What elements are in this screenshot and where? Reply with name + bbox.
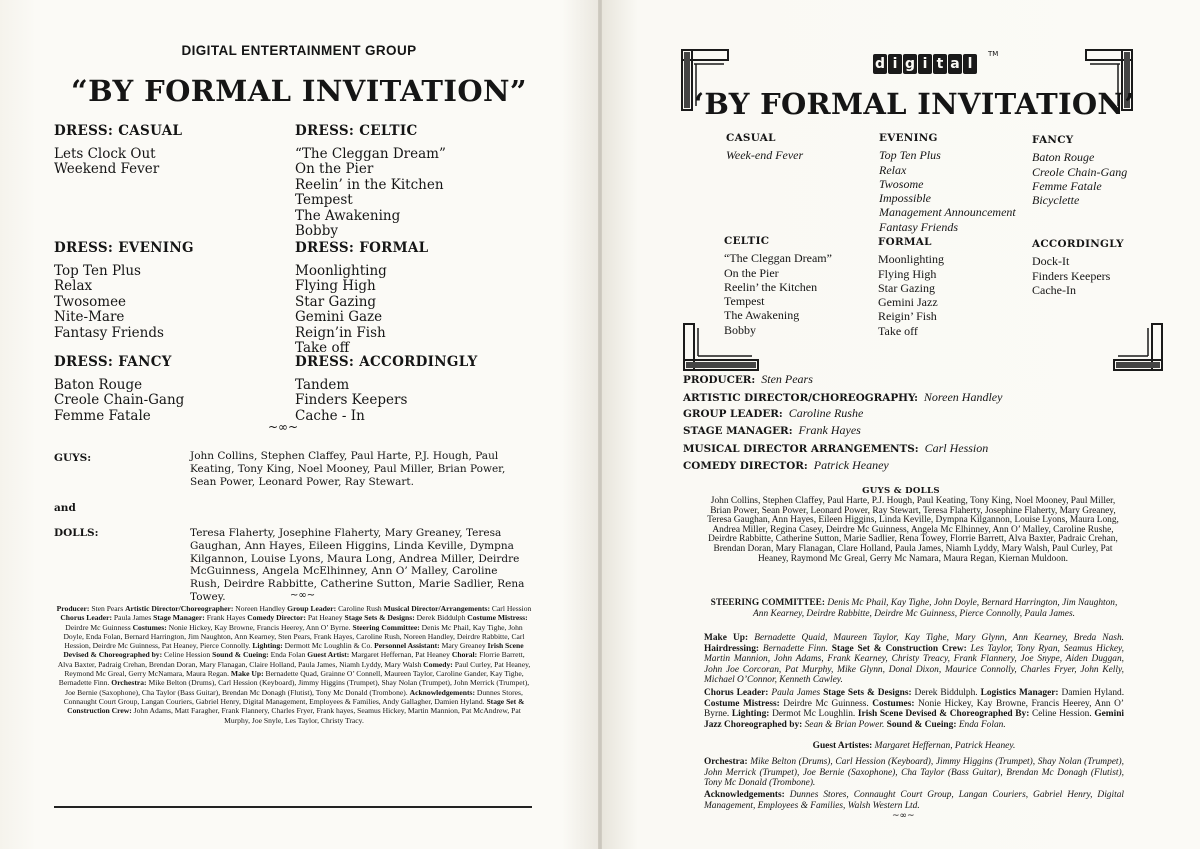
credit-label: PRODUCER: xyxy=(683,374,756,386)
list-item: Weekend Fever xyxy=(54,161,160,177)
credit-value: Mary Greaney xyxy=(441,641,488,651)
section-items xyxy=(295,147,446,240)
credit-label: Lighting: xyxy=(731,709,770,720)
column-heading: CELTIC xyxy=(724,235,770,247)
list-item: Baton Rouge xyxy=(54,376,143,393)
logo-letter: l xyxy=(963,54,977,74)
credit-artistic-director xyxy=(683,390,1002,405)
credit-label: Stage Sets & Designs: xyxy=(344,613,417,623)
credit-value: Dunnes Stores, Connaught Court Group, Langan Couriers, Gabriel Henry, Digital Management, Employees & Families, Andy Gallagher, Damien Hyland. xyxy=(63,687,523,706)
list-item: Bobby xyxy=(295,223,338,239)
logo-letter: t xyxy=(933,54,947,74)
section-items xyxy=(295,378,478,425)
list-item: “The Cleggan Dream” xyxy=(295,145,446,162)
credit-value: Paul Curley, Pat Heaney, Reymond Mc Greal, Gerry McNamara, Maura Regan. xyxy=(64,659,531,679)
credit-value: Celine Hession xyxy=(164,650,213,660)
credit-label: Irish Scene Devised & Choreographed by: xyxy=(63,641,524,660)
list-item: Nite-Mare xyxy=(54,309,125,325)
list-item: Relax xyxy=(54,278,93,294)
credit-label: Stage Sets & Designs: xyxy=(823,688,912,698)
credit-value: Caroline Rushe xyxy=(788,406,864,420)
credit-value: Bernadette Quad, Grainne O’ Connell, Maureen Taylor, Caroline Gander, Kay Tighe, Bernadette Finn. xyxy=(58,669,524,688)
dress-formal-section xyxy=(295,241,428,357)
section-heading: DRESS: FORMAL xyxy=(295,240,429,256)
list-item: Cache-In xyxy=(1032,282,1076,297)
list-item: Star Gazing xyxy=(878,280,935,295)
list-item: Fantasy Friends xyxy=(879,219,958,234)
credit-label: STEERING COMMITTEE: xyxy=(710,598,825,608)
column-heading: EVENING xyxy=(879,132,938,144)
credit-label: Logistics Manager: xyxy=(980,688,1059,698)
credit-stage-manager xyxy=(683,423,861,438)
credit-label: Acknowledgements: xyxy=(409,687,477,697)
section-heading: DRESS: CASUAL xyxy=(54,123,183,139)
list-item: Tempest xyxy=(295,192,353,208)
section-heading: DRESS: CELTIC xyxy=(295,123,418,139)
acknowledgements xyxy=(704,790,1124,811)
credit-label: Producer: xyxy=(56,604,92,613)
list-item: Take off xyxy=(295,340,350,356)
credit-value: Nonie Hickey, Kay Browne, Francis Heerey, Ann O’ Byrne. xyxy=(168,622,353,632)
credit-value: Sten Pears xyxy=(91,604,126,613)
guys-dolls-names: John Collins, Stephen Claffey, Paul Harte, P.J. Hough, Paul Keating, Tony King, Noel Mooney, Paul Miller, Brian Power, Sean Power, Leonard Power, Ray Stewart, Teresa Flaherty, Josephine Flaherty, Mary Greaney, Teresa Gaughan, Ann Hayes, Eileen Higgins, Linda Keville, Dympna Kilgannon, Louise Lyons, Maura Long, Andrea Miller, Regina Casey, Deirdre Mc Guinness, Angela Mc Elhinney, Ann O’ Malley, Caroline Rushe, Deirdre Rabbitte, Catherine Sutton, Marie Sadlier, Rena Towey, Florrie Barrett, Alva Baxter, Padraic Crehan, Brendan Doran, Mary Flanagan, Clare Holland, Paula James, Niamh Lyddy, Mary Walsh, Paul Curley, Pat Heaney, Raymond Mc Greal, Gerry Mc Namara, Maura Regan, Kiernan Muldoon. xyxy=(707,496,1119,564)
dress-fancy-section xyxy=(54,355,184,424)
group-name: DIGITAL ENTERTAINMENT GROUP xyxy=(181,43,417,58)
section-heading: DRESS: FANCY xyxy=(54,354,172,370)
credit-value: Margaret Heffernan, Patrick Heaney. xyxy=(874,741,1016,751)
credit-label: Orchestra: xyxy=(111,678,149,688)
list-item: Gemini Gaze xyxy=(295,309,383,325)
celtic-column xyxy=(724,234,832,337)
credit-value: Dunnes Stores, Connaught Court Group, Langan Couriers, Gabriel Henry, Digital Management, Employees & Families, Walsh Western Ltd. xyxy=(704,790,1124,811)
credit-label: Stage Set & Construction Crew: xyxy=(67,696,525,716)
credit-value: Les Taylor, Tony Ryan, Seamus Hickey, Martin Mannion, John Adams, Frank Kearney, Christy Treacy, Frank Flannery, Joe Snype, Aiden Duggan, John Joe Corcoran, Pat Murphy, Mike Glynn, Donal Dixon, Maurice Connolly, Charles Fryer, John Kelly, Michael O’Connor, Kenneth Cawley. xyxy=(704,643,1125,686)
section-items xyxy=(54,264,194,342)
credit-value: Noreen Handley xyxy=(235,604,288,613)
accordingly-column xyxy=(1032,237,1124,297)
credit-value: Deirdre Mc Guinness. xyxy=(783,698,869,709)
list-item: Top Ten Plus xyxy=(879,148,941,163)
credit-label: Group Leader: xyxy=(287,604,339,613)
list-item: Take off xyxy=(878,323,918,338)
credit-value: Noreen Handley xyxy=(923,390,1003,404)
credit-label: Acknowledgements: xyxy=(704,790,785,800)
credit-value: Carl Hession xyxy=(491,604,532,613)
credit-label: Chorus Leader: xyxy=(704,688,769,698)
list-item: Twosomee xyxy=(54,293,127,310)
steering-committee xyxy=(704,598,1124,619)
dress-casual-section xyxy=(54,124,182,178)
credit-label: Comedy Director: xyxy=(247,613,308,623)
list-item: Reign’in Fish xyxy=(295,324,386,341)
credit-value: Enda Folan xyxy=(270,650,308,660)
credit-value: Denis Mc Phail, Kay Tighe, John Doyle, Enda Folan, Bernard Harrington, Jim Naughton, Ann Kearney, Sten Pears, Frank Hayes, Caroline Rush, Noreen Handley, Deirdre Rabbitte, Carl Hession, Deirdre Mc Guinness, Pat Heaney, Pierce Connolly. xyxy=(63,622,525,651)
credit-label: Sound & Cueing: xyxy=(212,650,271,660)
show-title: ‘BY FORMAL INVITATION’ xyxy=(694,87,1135,121)
credit-value: Enda Folan. xyxy=(958,719,1006,730)
credit-label: GROUP LEADER: xyxy=(683,408,783,420)
list-item: “The Cleggan Dream” xyxy=(724,251,832,266)
credit-value: Celine Hession. xyxy=(1031,709,1092,720)
credit-value: Carl Hession xyxy=(924,441,989,455)
credit-label: Stage Set & Construction Crew: xyxy=(831,643,967,654)
credit-value: Deirdre Mc Guinness xyxy=(65,622,133,632)
list-item: On the Pier xyxy=(295,161,374,177)
credit-label: Steering Committee: xyxy=(352,622,422,632)
column-heading: FANCY xyxy=(1032,134,1074,146)
list-item: Finders Keepers xyxy=(295,392,408,408)
credit-value: John Adams, Matt Faragher, Frank Flannery, Charles Fryer, Frank hayes, Seamus Hickey, Martin Mannion, Pat McAndrew, Pat Murphy, Joe Snyle, Les Taylor, Christy Tracy. xyxy=(133,706,521,725)
list-item: The Awakening xyxy=(295,207,401,224)
art-deco-corner-bottom-right-icon xyxy=(1110,318,1166,374)
list-item: Impossible xyxy=(879,191,931,206)
dolls-names: Teresa Flaherty, Josephine Flaherty, Mary Greaney, Teresa Gaughan, Ann Hayes, Eileen Higgins, Linda Keville, Dympna Kilgannon, Louise Lyons, Maura Long, Andrea Miller, Deirdre McGuinness, Angela McElhinney, Ann O’ Malley, Caroline Rush, Deirdre Rabbitte, Catherine Sutton, Marie Sadlier, Rena Towey. xyxy=(190,527,525,603)
list-item: The Awakening xyxy=(724,308,800,323)
credit-value: Dermott Mc Loughlin & Co. xyxy=(284,641,375,651)
list-item: Baton Rouge xyxy=(1032,150,1095,165)
credit-label: Sound & Cueing: xyxy=(886,719,957,730)
credit-label: Personnel Assistant: xyxy=(374,641,442,651)
credit-label: Costumes: xyxy=(872,698,915,709)
divider-ornament: ~∞~ xyxy=(892,811,915,821)
credit-label: Guest Artistes: xyxy=(812,741,873,751)
right-page xyxy=(602,0,1200,849)
list-item: Week-end Fever xyxy=(726,148,804,163)
column-items xyxy=(879,148,1016,234)
credit-value: Patrick Heaney xyxy=(813,458,889,472)
show-title: “BY FORMAL INVITATION” xyxy=(71,74,527,108)
credit-label: Artistic Director/Choreographer: xyxy=(125,604,236,613)
credit-label: Stage Manager: xyxy=(153,613,207,623)
credit-value: Caroline Rush xyxy=(338,604,384,613)
section-heading: DRESS: EVENING xyxy=(54,240,194,256)
credit-value: Paula James xyxy=(771,688,821,698)
credit-label: Costume Mistress: xyxy=(467,613,528,623)
logo-letter: i xyxy=(918,54,932,74)
list-item: Management Announcement xyxy=(879,205,1016,220)
credit-label: Chorus Leader: xyxy=(60,613,114,623)
list-item: Femme Fatale xyxy=(54,407,151,424)
dolls-label: DOLLS: xyxy=(54,527,99,539)
list-item: Tempest xyxy=(724,294,765,309)
credit-value: Mike Belton (Drums), Carl Hession (Keyboard), Jimmy Higgins (Trumpet), Shay Nolan (Trumpet), John Merrick (Trumpet), Joe Bernie (Saxophone), Cha Taylor (Bass Guitar), Brendan Mc Donagh (Flutist), Tony Mc Donald (Trombone). xyxy=(704,757,1124,789)
credit-label: Costume Mistress: xyxy=(704,698,780,709)
formal-column xyxy=(878,235,944,338)
column-heading: CASUAL xyxy=(726,132,776,144)
credit-value: Derek Biddulph xyxy=(416,613,468,623)
credit-comedy-director xyxy=(683,458,889,473)
credit-label: Gemini Jazz Choreographed by: xyxy=(704,709,1125,730)
credit-label: Hairdressing: xyxy=(704,643,760,654)
list-item: Gemini Jazz xyxy=(878,295,938,310)
logo-letter: g xyxy=(904,56,916,72)
list-item: Star Gazing xyxy=(295,293,377,310)
credit-value: Bernadette Finn. xyxy=(762,643,828,654)
list-item: Reelin’ in the Kitchen xyxy=(295,176,444,193)
casual-column xyxy=(726,131,803,163)
credit-label: MUSICAL DIRECTOR ARRANGEMENTS: xyxy=(683,443,919,455)
logo-letter: i xyxy=(888,54,902,74)
left-page xyxy=(0,0,598,849)
credit-value: Frank Hayes xyxy=(798,423,861,437)
credit-value: Dermot Mc Loughlin. xyxy=(772,709,856,720)
bottom-rule xyxy=(54,806,532,808)
list-item: Finders Keepers xyxy=(1032,268,1111,283)
list-item: Femme Fatale xyxy=(1032,178,1102,193)
guys-label: GUYS: xyxy=(54,452,92,464)
credit-value: Pat Heaney xyxy=(307,613,345,623)
column-items xyxy=(878,252,944,338)
section-items xyxy=(54,378,184,425)
credit-musical-director xyxy=(683,441,988,456)
dress-accordingly-section xyxy=(295,355,478,424)
credit-value: Margaret Heffernan, Pat Heaney xyxy=(351,650,452,660)
list-item: Moonlighting xyxy=(295,262,387,279)
credit-value: Sten Pears xyxy=(761,372,813,386)
divider-ornament: ~∞~ xyxy=(290,590,316,601)
column-items xyxy=(726,148,803,162)
list-item: Flying High xyxy=(878,266,937,281)
crew-credits xyxy=(704,633,1124,686)
and-label: and xyxy=(54,502,76,514)
column-items xyxy=(1032,150,1127,207)
credit-label: Musical Director/Arrangements: xyxy=(383,604,492,613)
credit-value: Denis Mc Phail, Kay Tighe, John Doyle, Bernard Harrington, Jim Naughton, Ann Kearney, Deirdre Rabbitte, Deirdre Mc Guinness, Pierce Connolly, Paula James. xyxy=(753,598,1118,619)
guest-artistes xyxy=(704,741,1124,752)
credit-label: Make Up: xyxy=(704,633,749,643)
fancy-column xyxy=(1032,133,1127,207)
list-item: Moonlighting xyxy=(878,252,945,267)
dress-celtic-section xyxy=(295,124,446,240)
list-item: Reigin’ Fish xyxy=(878,309,937,324)
logo-letter: d xyxy=(874,56,886,72)
production-credits xyxy=(704,688,1124,730)
credit-label: Choral: xyxy=(451,650,480,660)
list-item: Creole Chain-Gang xyxy=(1032,164,1128,179)
evening-column xyxy=(879,131,1016,234)
credit-label: Comedy: xyxy=(423,659,455,669)
list-item: Flying High xyxy=(295,278,376,294)
credit-label: Costumes: xyxy=(132,622,169,632)
list-item: Lets Clock Out xyxy=(54,145,156,162)
orchestra-credits xyxy=(704,757,1124,789)
list-item: Dock-It xyxy=(1032,254,1070,269)
credit-label: Guest Artist: xyxy=(307,650,352,660)
credit-value: Frank Hayes xyxy=(206,613,248,623)
credit-value: Paula James xyxy=(113,613,154,623)
list-item: Creole Chain-Gang xyxy=(54,392,185,408)
list-item: Top Ten Plus xyxy=(54,262,141,279)
credit-group-leader xyxy=(683,406,863,421)
credit-value: Sean & Brian Power. xyxy=(804,719,885,730)
credit-label: Lighting: xyxy=(252,641,285,651)
credit-value: Nonie Hickey, Kay Browne, Francis Heerey, Ann O’ Byrne. xyxy=(704,698,1125,720)
credit-value: Bernadette Quaid, Maureen Taylor, Kay Tighe, Mary Glynn, Ann Kearney, Breda Nash. xyxy=(754,633,1124,643)
credit-label: Make Up: xyxy=(230,669,266,679)
list-item: On the Pier xyxy=(724,265,779,280)
credit-value: Derek Biddulph. xyxy=(914,688,978,698)
digital-logo xyxy=(873,53,985,77)
credit-value: Florrie Barrett, Alva Baxter, Padraig Crehan, Brendan Doran, Mary Flanagan, Claire Holland, Paula James, Niamh Lyddy, Mary Walsh xyxy=(57,650,525,669)
column-items xyxy=(1032,254,1124,297)
credit-label: STAGE MANAGER: xyxy=(683,425,793,437)
list-item: Fantasy Friends xyxy=(54,324,164,341)
credit-producer xyxy=(683,372,813,387)
credit-label: Irish Scene Devised & Choreographed By: xyxy=(857,709,1030,720)
list-item: Twosome xyxy=(879,176,924,191)
divider-ornament: ~∞~ xyxy=(268,420,299,434)
section-items xyxy=(295,264,428,357)
column-heading: ACCORDINGLY xyxy=(1032,238,1124,250)
logo-letter: a xyxy=(948,54,962,74)
column-heading: FORMAL xyxy=(878,236,932,248)
credit-value: Mike Belton (Drums), Carl Hession (Keyboard), Jimmy Higgins (Trumpet), Shay Nolan (Trumpet), John Merrick (Trumpet), Joe Bernie (Saxophone), Cha Taylor (Bass Guitar), Brendan Mc Donagh (Flutist), Tony Mc Donald (Trombone). xyxy=(65,678,530,697)
section-heading: DRESS: ACCORDINGLY xyxy=(295,354,478,370)
list-item: Cache - In xyxy=(295,407,365,424)
column-items xyxy=(724,251,832,337)
list-item: Bicyclette xyxy=(1032,193,1080,208)
list-item: Bobby xyxy=(724,322,757,337)
trademark-mark: TM xyxy=(988,50,999,58)
credit-value: Damien Hyland. xyxy=(1061,688,1125,698)
list-item: Reelin’ the Kitchen xyxy=(724,279,818,294)
credit-label: COMEDY DIRECTOR: xyxy=(683,460,808,472)
guys-dolls-heading: GUYS & DOLLS xyxy=(862,486,940,496)
credit-label: Orchestra: xyxy=(704,757,748,767)
credit-label: ARTISTIC DIRECTOR/CHOREOGRAPHY: xyxy=(683,392,918,404)
credits-paragraph xyxy=(56,604,532,725)
guys-names: John Collins, Stephen Claffey, Paul Harte, P.J. Hough, Paul Keating, Tony King, Noel Mooney, Paul Miller, Brian Power, Sean Power, Leonard Power, Ray Stewart. xyxy=(190,450,506,488)
dress-evening-section xyxy=(54,241,194,341)
list-item: Tandem xyxy=(295,376,350,393)
section-items xyxy=(54,147,182,178)
list-item: Relax xyxy=(879,162,907,177)
